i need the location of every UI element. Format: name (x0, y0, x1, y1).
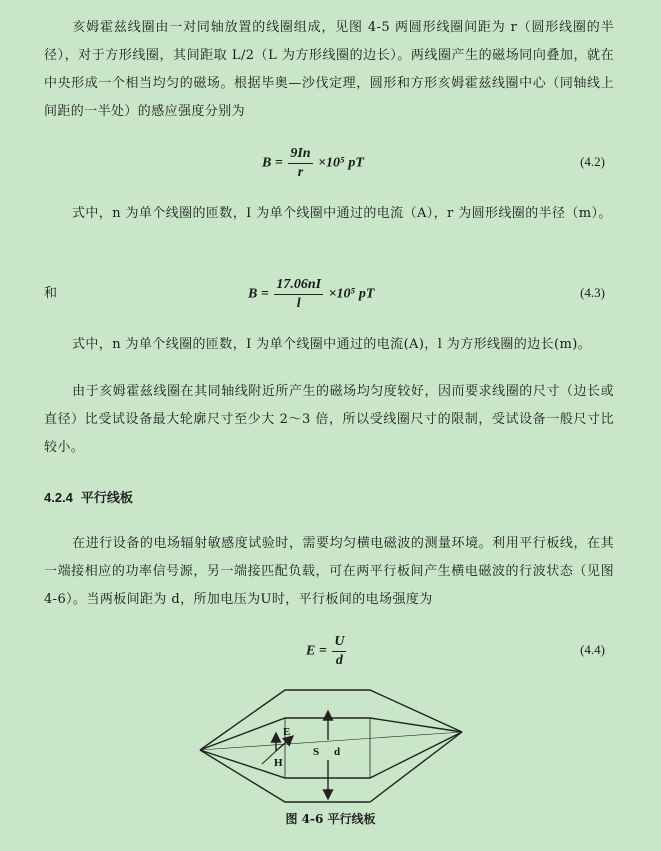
eq-lhs: B = (248, 286, 269, 302)
paragraph-text: 式中，n 为单个线圈的匝数，I 为单个线圈中通过的电流（A），r 为圆形线圈的半径（m）。 (72, 206, 612, 221)
equation-number: (4.4) (580, 642, 605, 657)
paragraph-text: 式中，n 为单个线圈的匝数，I 为单个线圈中通过的电流(A)，l 为方形线圈的边长(m)。 (72, 337, 592, 352)
equation-number: (4.2) (580, 154, 605, 169)
and-word: 和 (44, 286, 58, 301)
label-s: S (313, 746, 320, 758)
equation-number: (4.3) (580, 285, 605, 300)
label-h: H (274, 757, 283, 769)
section-number: 4.2.4 (44, 490, 73, 505)
fraction-denominator: r (297, 165, 304, 180)
eq-rhs: ×10⁵ pT (328, 286, 375, 302)
fraction-numerator: 17.06nI (274, 277, 323, 295)
paragraph-text: 在进行设备的电场辐射敏感度试验时，需要均匀横电磁波的测量环境。利用平行板线，在其一端接相应的功率信号源，另一端接匹配负载，可在两平行板间产生横电磁波的行波状态（见图 4-6）。当两板间距为 d，所加电压为U时，平行板间的电场强度为 (44, 536, 614, 607)
fraction-numerator: 9In (288, 146, 312, 164)
section-title: 平行线板 (80, 491, 133, 506)
figure-caption: 图 4-6 平行线板 (285, 812, 376, 826)
label-d: d (334, 746, 341, 758)
eq-lhs: E = (306, 643, 327, 659)
paragraph-text: 亥姆霍兹线圈由一对同轴放置的线圈组成，见图 4-5 两圆形线圈间距为 r（圆形线圈的半径），对于方形线圈，其间距取 L/2（L 为方形线圈的边长）。两线圈产生的磁场同向叠加，就在中央形成一个相当均匀的磁场。根据毕奥—沙伐定理，圆形和方形亥姆霍兹线圈中心（同轴线上间距的一半处）的感应强度分别为 (44, 20, 614, 119)
fraction-denominator: d (335, 653, 343, 668)
fraction-numerator: U (332, 634, 346, 652)
paragraph-text: 由于亥姆霍兹线圈在其同轴线附近所产生的磁场均匀度较好，因而要求线圈的尺寸（边长或直径）比受试设备最大轮廓尺寸至少大 2～3 倍，所以受线圈尺寸的限制，受试设备一般尺寸比较小。 (44, 384, 614, 455)
fraction-denominator: l (296, 296, 301, 311)
eq-rhs: ×10⁵ pT (318, 155, 364, 171)
label-e: E (283, 726, 291, 738)
bottom-plate (200, 732, 462, 802)
eq-lhs: B = (262, 155, 283, 171)
